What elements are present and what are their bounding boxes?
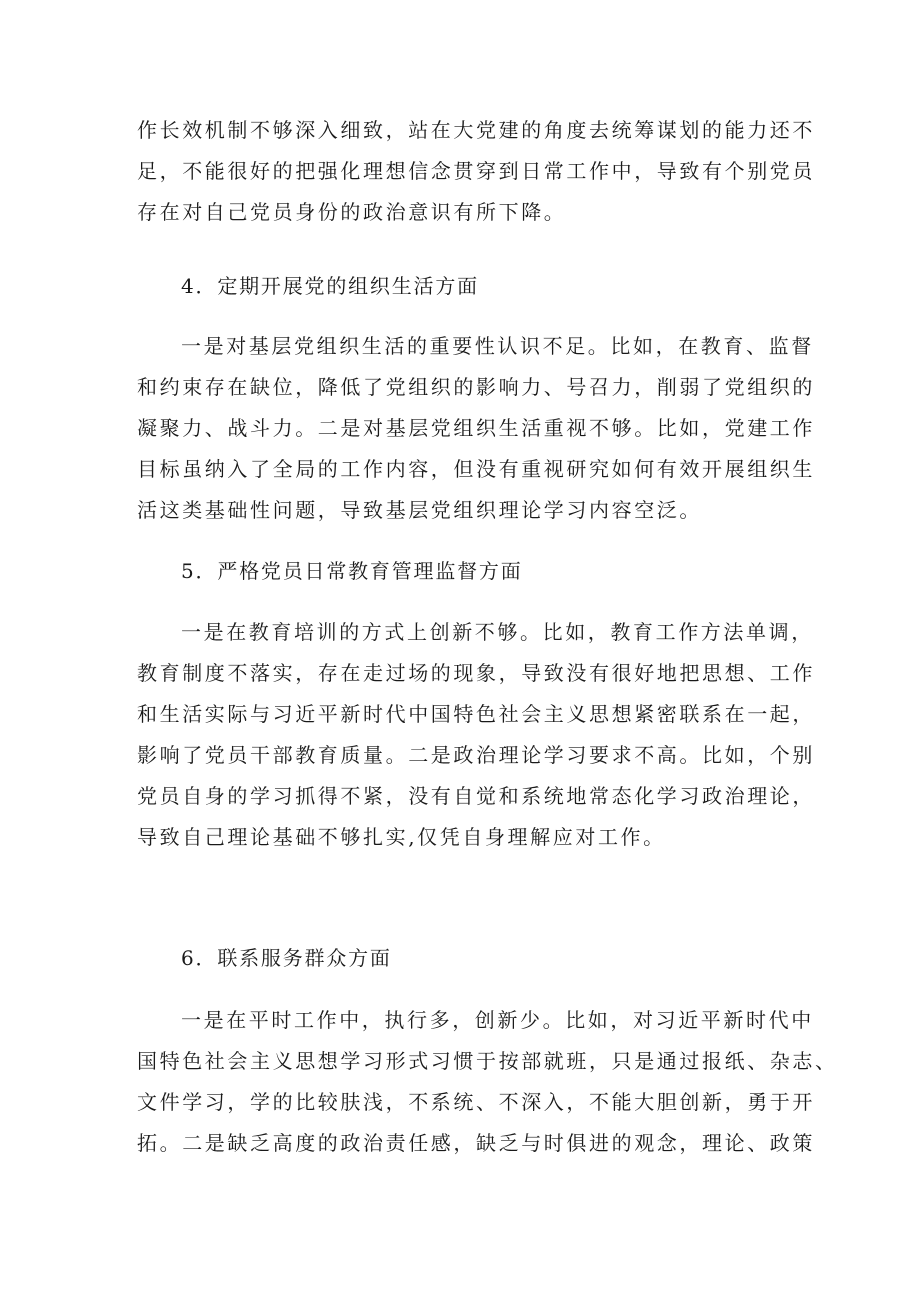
text-line: 党员自身的学习抓得不紧，没有自觉和系统地常态化学习政治理论，: [137, 784, 815, 808]
text-line: 目标虽纳入了全局的工作内容，但没有重视研究如何有效开展组织生: [137, 457, 815, 481]
text-line: 拓。二是缺乏高度的政治责任感，缺乏与时俱进的观念，理论、政策: [137, 1131, 815, 1155]
text-line: 国特色社会主义思想学习形式习惯于按部就班，只是通过报纸、杂志、: [137, 1049, 838, 1073]
text-line: 凝聚力、战斗力。二是对基层党组织生活重视不够。比如，党建工作: [137, 416, 815, 440]
text-line: 一是在平时工作中，执行多，创新少。比如，对习近平新时代中: [181, 1008, 814, 1032]
paragraph-section-5: [137, 612, 815, 858]
text-line: 影响了党员干部教育质量。二是政治理论学习要求不高。比如，个别: [137, 743, 815, 767]
section-heading-5: [137, 551, 797, 592]
heading-text: 6．联系服务群众方面: [181, 946, 392, 970]
text-line: 存在对自己党员身份的政治意识有所下降。: [137, 200, 567, 224]
text-line: 作长效机制不够深入细致，站在大党建的角度去统筹谋划的能力还不: [137, 118, 815, 142]
text-line: 教育制度不落实，存在走过场的现象，导致没有很好地把思想、工作: [137, 661, 815, 685]
text-line: 一是对基层党组织生活的重要性认识不足。比如，在教育、监督: [181, 334, 814, 358]
paragraph-section-6: [137, 1000, 838, 1164]
paragraph-continuation: [137, 110, 815, 233]
text-line: 一是在教育培训的方式上创新不够。比如，教育工作方法单调，: [181, 620, 814, 644]
text-line: 足，不能很好的把强化理想信念贯穿到日常工作中，导致有个别党员: [137, 159, 815, 183]
text-line: 和生活实际与习近平新时代中国特色社会主义思想紧密联系在一起，: [137, 702, 815, 726]
text-line: 文件学习，学的比较肤浅，不系统、不深入，不能大胆创新，勇于开: [137, 1090, 815, 1114]
heading-text: 4．定期开展党的组织生活方面: [181, 274, 479, 298]
section-heading-4: [137, 266, 797, 307]
heading-text: 5．严格党员日常教育管理监督方面: [181, 559, 523, 583]
text-line: 活这类基础性问题，导致基层党组织理论学习内容空泛。: [137, 498, 702, 522]
section-heading-6: [137, 938, 797, 979]
paragraph-section-4: [137, 326, 815, 531]
text-line: 导致自己理论基础不够扎实,仅凭自身理解应对工作。: [137, 825, 666, 849]
text-line: 和约束存在缺位，降低了党组织的影响力、号召力，削弱了党组织的: [137, 375, 815, 399]
